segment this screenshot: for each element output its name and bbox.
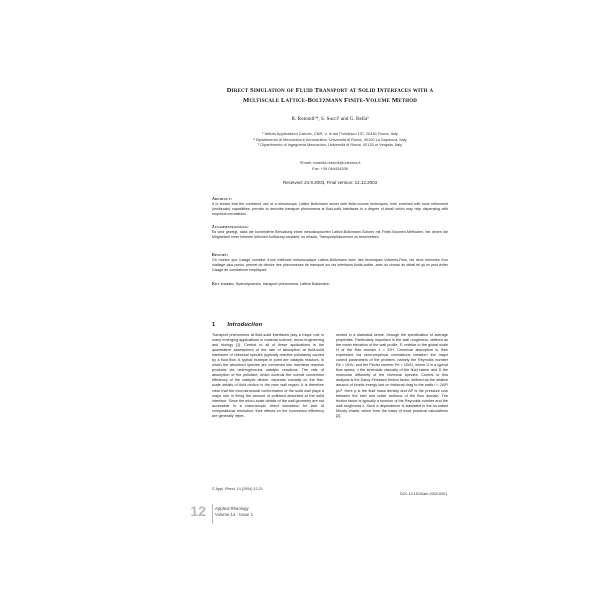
affiliation-1: ¹ Istituto Applicazioni Calcolo, CNR, V. le del Policlinico 137, 00161 Roma, Italy [262, 131, 398, 136]
resume-heading: Résumé: [212, 253, 229, 257]
section-title: Introduction [227, 322, 263, 328]
affiliation-3: ³ Dipartimento di Ingegneria Meccanica, Università di Roma, 00133 or Vergata, Italy [257, 142, 403, 148]
journal-info [215, 506, 253, 517]
abstract-block [212, 197, 448, 217]
page-number: 12 [190, 503, 206, 519]
journal-volume: Volume 14 · Issue 1 [215, 511, 253, 517]
resume-block [212, 253, 448, 273]
keywords-heading: Key words: [212, 282, 235, 286]
resume-text: On montre que l'usage combiné d'une méthode mésoscopique Lattice-Boltzmann avec des techniques Volumes-Finis, les deux enrichies d'un maillage plus précis, permet de décrire des phénomènes de transport sur les interfaces fluide-solide, avec un niveau de détail tel qu'on peut éviter l'usage de corrélations empiriques. [212, 258, 448, 272]
abstract-text: It is shown that the combined use of a mesoscopic Lattice Boltzmann solver with finite-volume techniques, both enriched with local refinement (multiscale) capabilities, permits to describe transport phenomena at fluid-solid interfaces to a degree of detail which may help dispensing with empirical correlations. [212, 202, 448, 216]
email-address: *Email: rossella.rotondi@uniroma.it [299, 160, 361, 165]
doi-reference: DOI: 10.1515/arh-2004-0001 [400, 492, 448, 496]
zusammenfassung-text: Es wird gezeigt, dass die kombinierte Benutzung eines mesoskopischen Lattice-Boltzmann-Solvers mit Finite-Volumen-Methoden, bei denen die Möglichkeit einer höheren örtlichen Auflösung verstärkt, es erlaubt, Transportphänomene zu beschreiben. [212, 230, 448, 239]
body-column-right: sented in a statistical sense, through the specification of average properties. Particularly important is the wall roughness, defined as the mean elevation of the wall profile, E, relative to the global scale H of the flow domain ε = E/H. Chemical absorption is then expressed via semi-empirical correlations between the major control parameters of the problem, namely the Reynolds number Re = UH/ν, and the Péclet number Pe = UD/D, where U is a typical flow speed, ν the kinematic viscosity of the fluid carrier and D the molecular diffusivity of the chemical species. Central to this analysis is the Darcy-Feisbach friction factor, defined as the relative amount of kinetic energy lost on frictional drag to the walls f = 2ΔP/ρU². Here ρ is the fluid mass density and ΔP is the pressure loss between the inlet and outlet sections of the flow domain. The friction factor is typically a function of the Reynolds number and the wall roughness ε. Such a dependence is tabulated in the so-called Moody charts, which form the basis of most practical calculations [2]. [336, 333, 448, 418]
journal-name: Applied Rheology [215, 506, 249, 511]
section-number: 1 [212, 322, 216, 328]
abstract-heading: Abstract: [212, 197, 233, 201]
author-list: R. Rotondi¹*, S. Succi¹ and G. Bella³ [291, 116, 369, 122]
affiliation-2: ² Dipartimento di Meccanica e Aeronautica, Università di Roma, 00100 La Sapienza, Italy [253, 136, 407, 142]
body-column-left: Transport phenomena at fluid-solid interfaces play a major role in many emerging applications in material science, micro-engineering and biology [1]. Central to all of these applications is the quantitative assessment of the rate of absorption at fluid-solid interfaces of chemical species (typically reactive pollutants) carried by a fluid flow. A typical example in point are catalytic reactors, in which the absorbed species are converted into harmless reaction products via heterogeneous catalytic reactions. The rate of absorption of the pollutant, which controls the overall conversion efficiency of the catalytic device, depends crucially on the fine-scale details of fluid motion in the near wall region. It is therefore clear that the microstructural conformation of the solid wall plays a major role in fixing the amount of pollutant absorbed at the solid interface. Since the micro-scale details of the wall geometry are not accessible to a macroscopic direct simulation for lack of computational resolution, their effects on the conversion efficiency are generally repre- [212, 333, 324, 418]
contact-info [210, 160, 450, 171]
received-dates: Received: 24.9.2003, Final version: 12.12.2003 [282, 180, 378, 185]
footer-divider [212, 504, 213, 524]
fax-number: Fax: +39.064404306 [312, 165, 348, 171]
copyright-notice: © Appl. Rheol. 14 (2004) 12-21 [212, 487, 263, 491]
keywords-text: Hydrodynamics, transport phenomena, Lattice Boltzmann [235, 282, 330, 286]
section-heading [212, 322, 262, 328]
paper-title: Direct Simulation of Fluid Transport at Solid Interfaces with a Multiscale Lattice-Boltzmann Finite-Volume Method [226, 87, 434, 104]
affiliations [210, 131, 450, 148]
zusammenfassung-heading: Zusammenfassung: [212, 225, 249, 229]
keywords-line [212, 282, 448, 286]
zusammenfassung-block [212, 225, 448, 240]
